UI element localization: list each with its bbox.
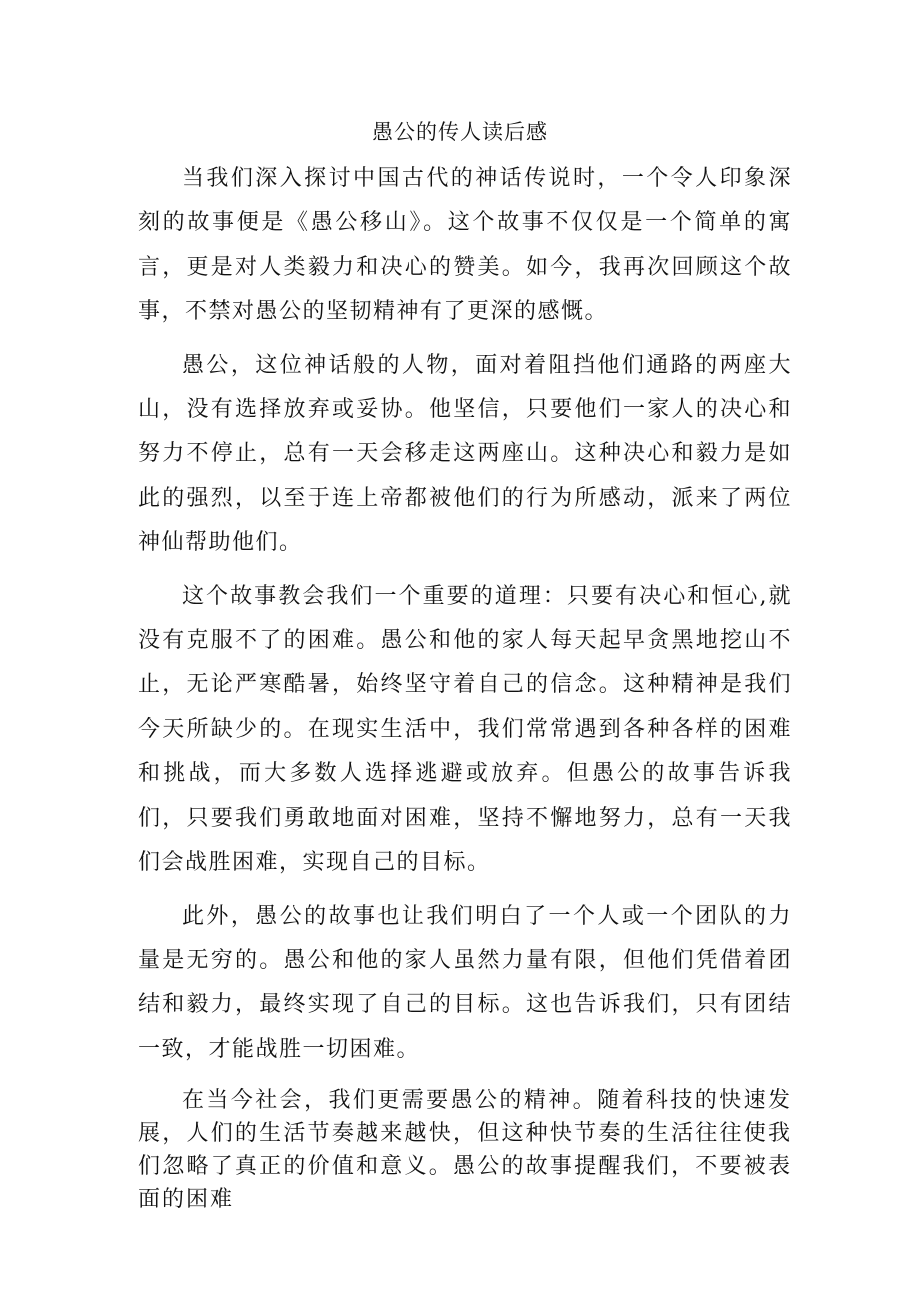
paragraph-3: 这个故事教会我们一个重要的道理：只要有决心和恒心,就没有克服不了的困难。愚公和他的家人每天起早贪黑地挖山不止，无论严寒酷暑，始终坚守着自己的信念。这种精神是我们今天所缺少的。在现实生活中，我们常常遇到各种各样的困难和挑战，而大多数人选择逃避或放弃。但愚公的故事告诉我们，只要我们勇敢地面对困难，坚持不懈地努力，总有一天我们会战胜困难，实现自己的目标。: [138, 583, 792, 876]
document-title: 愚公的传人读后感: [372, 120, 548, 144]
paragraph-1: 当我们深入探讨中国古代的神话传说时，一个令人印象深刻的故事便是《愚公移山》。这个故事不仅仅是一个简单的寓言，更是对人类毅力和决心的赞美。如今，我再次回顾这个故事，不禁对愚公的坚韧精神有了更深的感慨。: [138, 166, 792, 325]
paragraph-5: 在当今社会，我们更需要愚公的精神。随着科技的快速发展，人们的生活节奏越来越快，但这种快节奏的生活往往使我们忽略了真正的价值和意义。愚公的故事提醒我们，不要被表面的困难: [138, 1088, 792, 1213]
paragraph-2: 愚公，这位神话般的人物，面对着阻挡他们通路的两座大山，没有选择放弃或妥协。他坚信，只要他们一家人的决心和努力不停止，总有一天会移走这两座山。这种决心和毅力是如此的强烈，以至于连上帝都被他们的行为所感动，派来了两位神仙帮助他们。: [138, 352, 792, 556]
paragraph-4: 此外，愚公的故事也让我们明白了一个人或一个团队的力量是无穷的。愚公和他的家人虽然力量有限，但他们凭借着团结和毅力，最终实现了自己的目标。这也告诉我们，只有团结一致，才能战胜一切困难。: [138, 903, 792, 1062]
document-body: [138, 157, 792, 1216]
